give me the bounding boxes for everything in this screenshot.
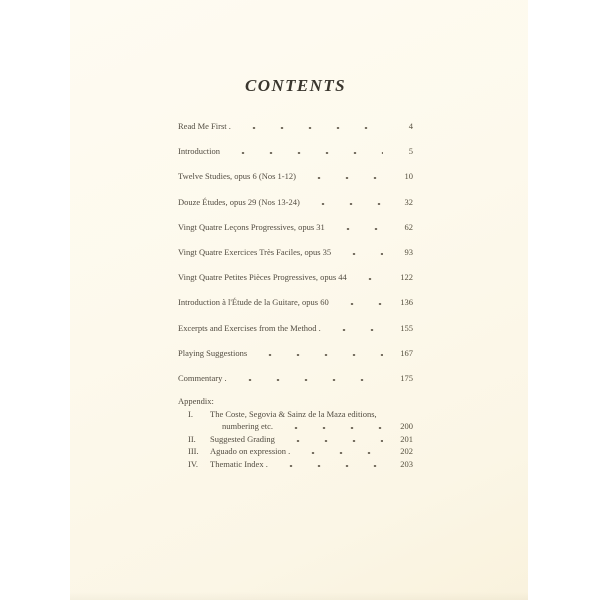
dot-leader [236, 379, 383, 381]
dot-leader [229, 152, 383, 154]
dot-leader [299, 452, 383, 454]
appendix-entry [178, 446, 413, 459]
toc-entry-page: 136 [400, 297, 413, 308]
dot-leader [334, 228, 383, 230]
toc-entry-page: 62 [404, 221, 413, 232]
toc-entry-label: Read Me First . [178, 121, 231, 131]
toc-entry-label: Excerpts and Exercises from the Method . [178, 322, 321, 333]
appendix-entry-page: 201 [400, 433, 413, 444]
toc-entry [178, 272, 413, 297]
toc-entry-page: 93 [404, 246, 413, 257]
appendix-entry-page: 202 [400, 446, 413, 457]
dot-leader [356, 278, 383, 280]
toc-list [178, 121, 413, 398]
appendix-entry [178, 409, 413, 422]
toc-entry-page: 32 [404, 196, 413, 207]
toc-entry-page: 175 [400, 372, 413, 383]
dot-leader [256, 354, 383, 356]
toc-entry [178, 323, 413, 348]
toc-entry [178, 373, 413, 398]
appendix-section [178, 396, 413, 472]
appendix-entry-continuation [178, 421, 413, 434]
appendix-entry-page: 200 [400, 421, 413, 432]
toc-entry [178, 247, 413, 272]
toc-entry [178, 121, 413, 146]
dot-leader [330, 329, 383, 331]
toc-entry [178, 146, 413, 171]
toc-entry-label: Commentary . [178, 372, 227, 383]
appendix-entry-label: The Coste, Segovia & Sainz de la Maza editions, [210, 408, 377, 419]
toc-entry-label: Playing Suggestions [178, 347, 248, 358]
contents-page [178, 0, 413, 600]
toc-entry [178, 348, 413, 373]
dot-leader [338, 303, 383, 305]
dot-leader [284, 440, 383, 442]
toc-entry-page: 4 [408, 121, 413, 131]
appendix-entry [178, 459, 413, 472]
appendix-entry-label: numbering etc. [222, 421, 273, 432]
appendix-entry [178, 434, 413, 447]
toc-entry-label: Vingt Quatre Petites Pièces Progressives, opus 44 [178, 272, 347, 283]
dot-leader [305, 177, 383, 179]
appendix-heading: Appendix: [178, 396, 214, 406]
appendix-entry-label: Aguado on expression . [210, 446, 291, 457]
toc-entry-label: Twelve Studies, opus 6 (Nos 1-12) [178, 171, 296, 182]
appendix-numeral: I. [188, 408, 193, 419]
toc-entry-page: 122 [400, 272, 413, 283]
toc-entry-page: 10 [404, 171, 413, 182]
appendix-numeral: III. [188, 446, 199, 457]
toc-entry-label: Introduction [178, 146, 221, 157]
book-page [70, 0, 528, 600]
appendix-entry-label: Thematic Index . [210, 458, 268, 469]
toc-entry-label: Douze Études, opus 29 (Nos 13-24) [178, 196, 300, 207]
dot-leader [282, 427, 383, 429]
toc-entry-page: 5 [408, 146, 413, 157]
dot-leader [277, 465, 383, 467]
dot-leader [240, 127, 383, 129]
appendix-entry-page: 203 [400, 458, 413, 469]
appendix-entry-label: Suggested Grading [210, 433, 275, 444]
dot-leader [309, 203, 383, 205]
toc-entry-label: Vingt Quatre Leçons Progressives, opus 31 [178, 221, 325, 232]
appendix-numeral: IV. [188, 458, 198, 469]
toc-entry [178, 297, 413, 322]
toc-entry-label: Introduction à l'Étude de la Guitare, opus 60 [178, 297, 329, 308]
toc-entry-page: 167 [400, 347, 413, 358]
toc-entry [178, 197, 413, 222]
toc-entry-page: 155 [400, 322, 413, 333]
appendix-numeral: II. [188, 433, 196, 444]
page-title: CONTENTS [245, 76, 346, 95]
dot-leader [340, 253, 383, 255]
toc-entry [178, 222, 413, 247]
toc-entry [178, 171, 413, 196]
toc-entry-label: Vingt Quatre Exercices Très Faciles, opus 35 [178, 246, 332, 257]
